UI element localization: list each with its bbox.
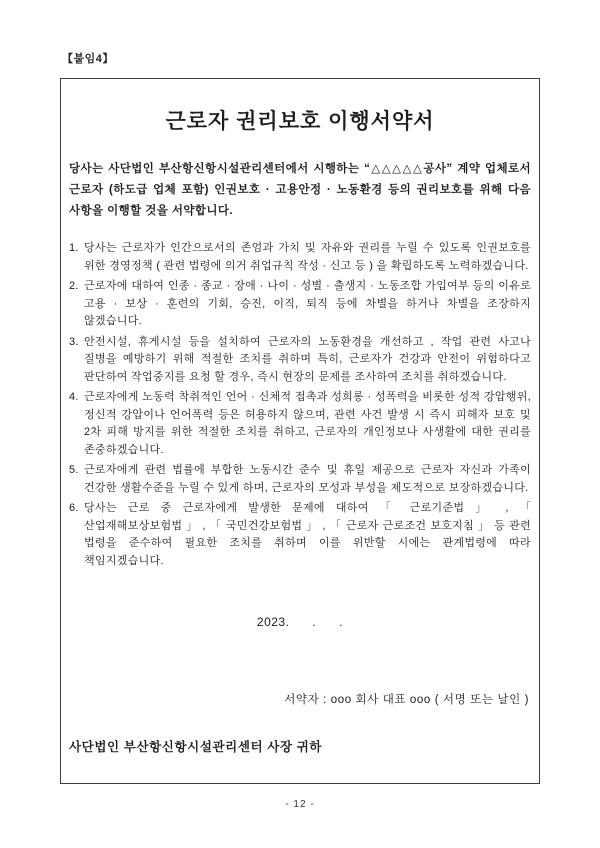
- pledge-item-text: 근로자에게 노동력 착취적인 언어 · 신체적 접촉과 성희롱 · 성폭력을 비롯한 성적 강압행위, 정신적 강압이나 언어폭력 등은 허용하지 않으며, 관련 사건 발생 시 즉시 피해자 보호 및 2차 피해 방지를 위한 적절한 조치를 취하고, 근로자의 개인정보나 사생활에 대한 권리를 존중하겠습니다.: [84, 391, 531, 456]
- pledge-item-6: [69, 500, 531, 570]
- date-line: 2023. . .: [256, 615, 344, 629]
- pledge-item-text: 당사는 근로자가 인간으로서의 존엄과 가치 및 자유와 권리를 누릴 수 있도록 인권보호를 위한 경영정책 ( 관련 법령에 의거 취업규칙 작성 · 신고 등 ) 을 확립하도록 노력하겠습니다.: [84, 242, 531, 272]
- pledge-list: [69, 240, 531, 573]
- pledge-item-number: 1.: [69, 242, 79, 254]
- pledge-intro-paragraph: 당사는 사단법인 부산항신항시설관리센터에서 시행하는 “△△△△△공사” 계약 업체로서 근로자 (하도급 업체 포함) 인권보호 · 고용안정 · 노동환경 등의 권리보호를 위해 다음 사항을 이행할 것을 서약합니다.: [69, 163, 531, 217]
- pledge-item-number: 4.: [69, 391, 79, 403]
- pledge-item-text: 근로자에게 관련 법률에 부합한 노동시간 준수 및 휴일 제공으로 근로자 자신과 가족이 건강한 생활수준을 누릴 수 있게 하며, 근로자의 모성과 부성을 제도적으로 보장하겠습니다.: [84, 464, 531, 494]
- pledge-item-5: [69, 462, 531, 497]
- pledge-item-number: 2.: [69, 280, 79, 292]
- attachment-label: 【붙임4】: [62, 53, 114, 65]
- pledge-item-text: 근로자에 대하여 인종 · 종교 · 장애 · 나이 · 성별 · 출생지 · 노동조합 가입여부 등의 이유로 고용 · 보상 · 훈련의 기회, 승진, 이직, 퇴직 등에 차별을 하거나 차별을 조장하지 않겠습니다.: [84, 280, 531, 327]
- page-title: 근로자 권리보호 이행서약서: [165, 110, 435, 133]
- pledge-item-text: 안전시설, 휴게시설 등을 설치하여 근로자의 노동환경을 개선하고 , 작업 관련 사고나 질병을 예방하기 위해 적절한 조치를 취하며 특히, 근로자가 건강과 안전이 위험하다고 판단하여 작업중지를 요청 할 경우, 즉시 현장의 문제를 조사하여 조치를 취하겠습니다.: [84, 335, 531, 383]
- pledge-item-4: [69, 389, 531, 459]
- pledge-item-number: 3.: [69, 335, 79, 348]
- pledge-item-1: [69, 240, 531, 275]
- signer-line: 서약자 : ooo 회사 대표 ooo ( 서명 또는 날인 ): [284, 694, 529, 706]
- page-number: - 12 -: [285, 799, 315, 810]
- pledge-form-box: [60, 78, 540, 784]
- addressee-line: 사단법인 부산항신항시설관리센터 사장 귀하: [69, 740, 323, 754]
- pledge-item-3: [69, 334, 531, 387]
- pledge-item-number: 6.: [69, 502, 79, 514]
- pledge-item-text: 당사는 근로 중 근로자에게 발생한 문제에 대하여 「 근로기준법 」 , 「 산업재해보상보험법 」 , 「 국민건강보험법 」 , 「 근로자 근로조건 보호지침 」 등 관련 법령을 준수하여 필요한 조치를 취하며 이를 위반할 시에는 관계법령에 따라 책임지겠습니다.: [84, 502, 531, 567]
- pledge-item-number: 5.: [69, 464, 79, 476]
- pledge-item-2: [69, 278, 531, 331]
